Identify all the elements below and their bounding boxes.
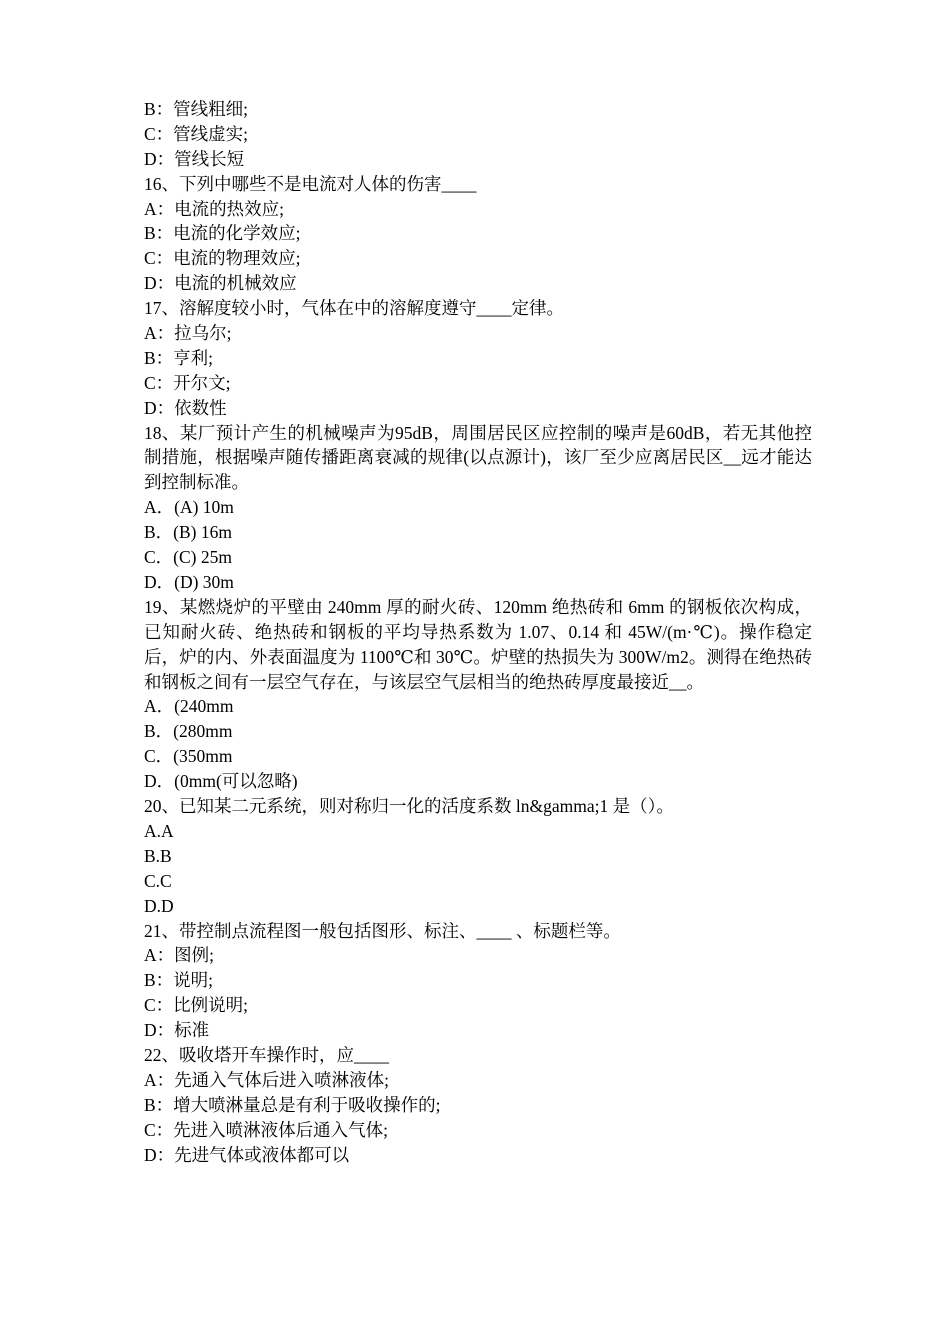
option-line: B.B — [144, 845, 172, 866]
option-line: D：管线长短 — [144, 148, 245, 169]
option-line: C.C — [144, 870, 172, 891]
option-line: C．(C) 25m — [144, 547, 232, 568]
question-17: 17、溶解度较小时，气体在中的溶解度遵守____定律。 — [144, 298, 564, 319]
option-line: D：先进气体或液体都可以 — [144, 1144, 350, 1165]
question-16: 16、下列中哪些不是电流对人体的伤害____ — [144, 173, 477, 194]
option-line: A：电流的热效应; — [144, 198, 284, 219]
question-22: 22、吸收塔开车操作时，应____ — [144, 1044, 389, 1065]
option-line: C：比例说明; — [144, 995, 249, 1016]
option-line: B：说明; — [144, 970, 214, 991]
option-line: C：管线虚实; — [144, 123, 249, 144]
option-line: B．(280mm — [144, 721, 233, 742]
option-line: C：先进入喷淋液体后通入气体; — [144, 1119, 389, 1140]
document-page — [144, 97, 812, 1167]
option-line: D：电流的机械效应 — [144, 273, 297, 294]
option-line: D．(0mm(可以忽略) — [144, 771, 298, 792]
option-line: B：增大喷淋量总是有利于吸收操作的; — [144, 1094, 441, 1115]
option-line: A：图例; — [144, 945, 214, 966]
option-line: A.A — [144, 820, 174, 841]
option-line: A．(A) 10m — [144, 497, 234, 518]
option-line: A：拉乌尔; — [144, 323, 232, 344]
option-line: D.D — [144, 895, 174, 916]
option-line: B：亨利; — [144, 347, 214, 368]
option-line: C：电流的物理效应; — [144, 248, 301, 269]
option-line: B：电流的化学效应; — [144, 223, 301, 244]
option-line: D：依数性 — [144, 397, 227, 418]
option-line: A：先通入气体后进入喷淋液体; — [144, 1069, 389, 1090]
question-21: 21、带控制点流程图一般包括图形、标注、____ 、标题栏等。 — [144, 920, 621, 941]
option-line: A．(240mm — [144, 696, 234, 717]
question-20: 20、已知某二元系统，则对称归一化的活度系数 ln&gamma;1 是（）。 — [144, 796, 674, 817]
option-line: C：开尔文; — [144, 372, 231, 393]
option-line: C．(350mm — [144, 746, 233, 767]
question-19: 19、某燃烧炉的平壁由 240mm 厚的耐火砖、120mm 绝热砖和 6mm 的钢板依次构成，已知耐火砖、绝热砖和钢板的平均导热系数为 1.07、0.14 和 45W/(m·℃)。操作稳定后，炉的内、外表面温度为 1100℃和 30℃。炉壁的热损失为 300W/m2。测得在绝热砖和钢板之间有一层空气存在，与该层空气层相当的绝热砖厚度最接近__。 — [144, 596, 812, 692]
option-line: B：管线粗细; — [144, 99, 249, 119]
question-18: 18、某厂预计产生的机械噪声为95dB，周围居民区应控制的噪声是60dB，若无其他控制措施，根据噪声随传播距离衰减的规律(以点源计)，该厂至少应离居民区__远才能达到控制标准。 — [144, 422, 812, 493]
option-line: D．(D) 30m — [144, 571, 234, 592]
option-line: B．(B) 16m — [144, 522, 232, 543]
option-line: D：标准 — [144, 1020, 210, 1041]
